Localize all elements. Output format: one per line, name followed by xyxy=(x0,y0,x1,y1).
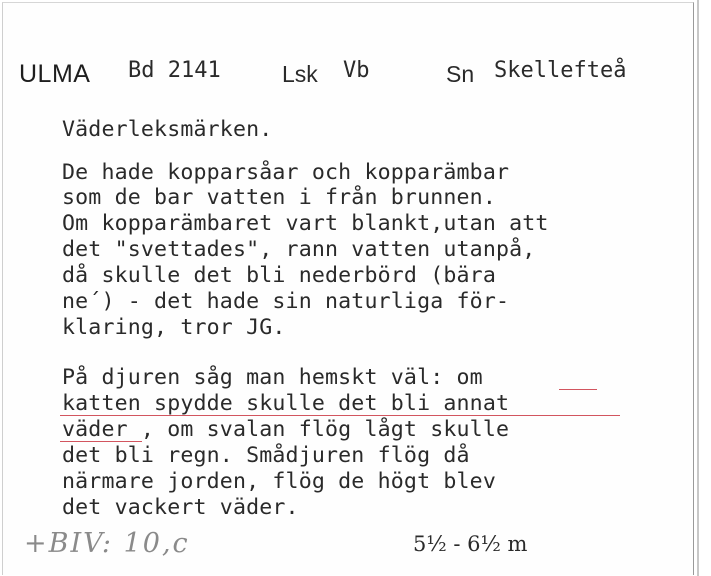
text-line: ne´) - det hade sin naturliga för- xyxy=(62,289,510,314)
red-underline xyxy=(60,415,620,416)
red-underline xyxy=(60,441,142,442)
text-line: då skulle det bli nederbörd (bära xyxy=(62,263,496,288)
text-line: Om kopparämbaret vart blankt,utan att xyxy=(62,211,549,236)
collection-code: ULMA xyxy=(19,60,91,88)
text-line: På djuren såg man hemskt väl: om xyxy=(62,365,483,390)
text-line: klaring, tror JG. xyxy=(62,315,286,340)
card-edge xyxy=(697,0,699,576)
text-line: katten spydde skulle det bli annat xyxy=(62,391,510,416)
text-line: väder , om svalan flög lågt skulle xyxy=(62,417,510,442)
parish-prefix: Sn xyxy=(446,61,475,87)
text-line: det vackert väder. xyxy=(62,495,299,520)
volume-number: Bd 2141 xyxy=(128,58,221,83)
parish-type: Lsk xyxy=(282,61,318,87)
place-name: Skellefteå xyxy=(494,58,627,83)
handwritten-note: +BIV: 10,c xyxy=(24,528,190,559)
text-line: De hade kopparsåar och kopparämbar xyxy=(62,160,510,185)
text-line: som de bar vatten i från brunnen. xyxy=(62,185,496,210)
province: Vb xyxy=(343,58,370,83)
red-underline xyxy=(559,389,597,390)
text-line: det "svettades", rann vatten utanpå, xyxy=(62,237,536,262)
text-line: det bli regn. Smådjuren flög då xyxy=(62,443,470,468)
card-dimensions: 5½ - 6½ m xyxy=(413,532,528,556)
card-title: Väderleksmärken. xyxy=(62,117,273,142)
text-line: närmare jorden, flög de högt blev xyxy=(62,469,496,494)
